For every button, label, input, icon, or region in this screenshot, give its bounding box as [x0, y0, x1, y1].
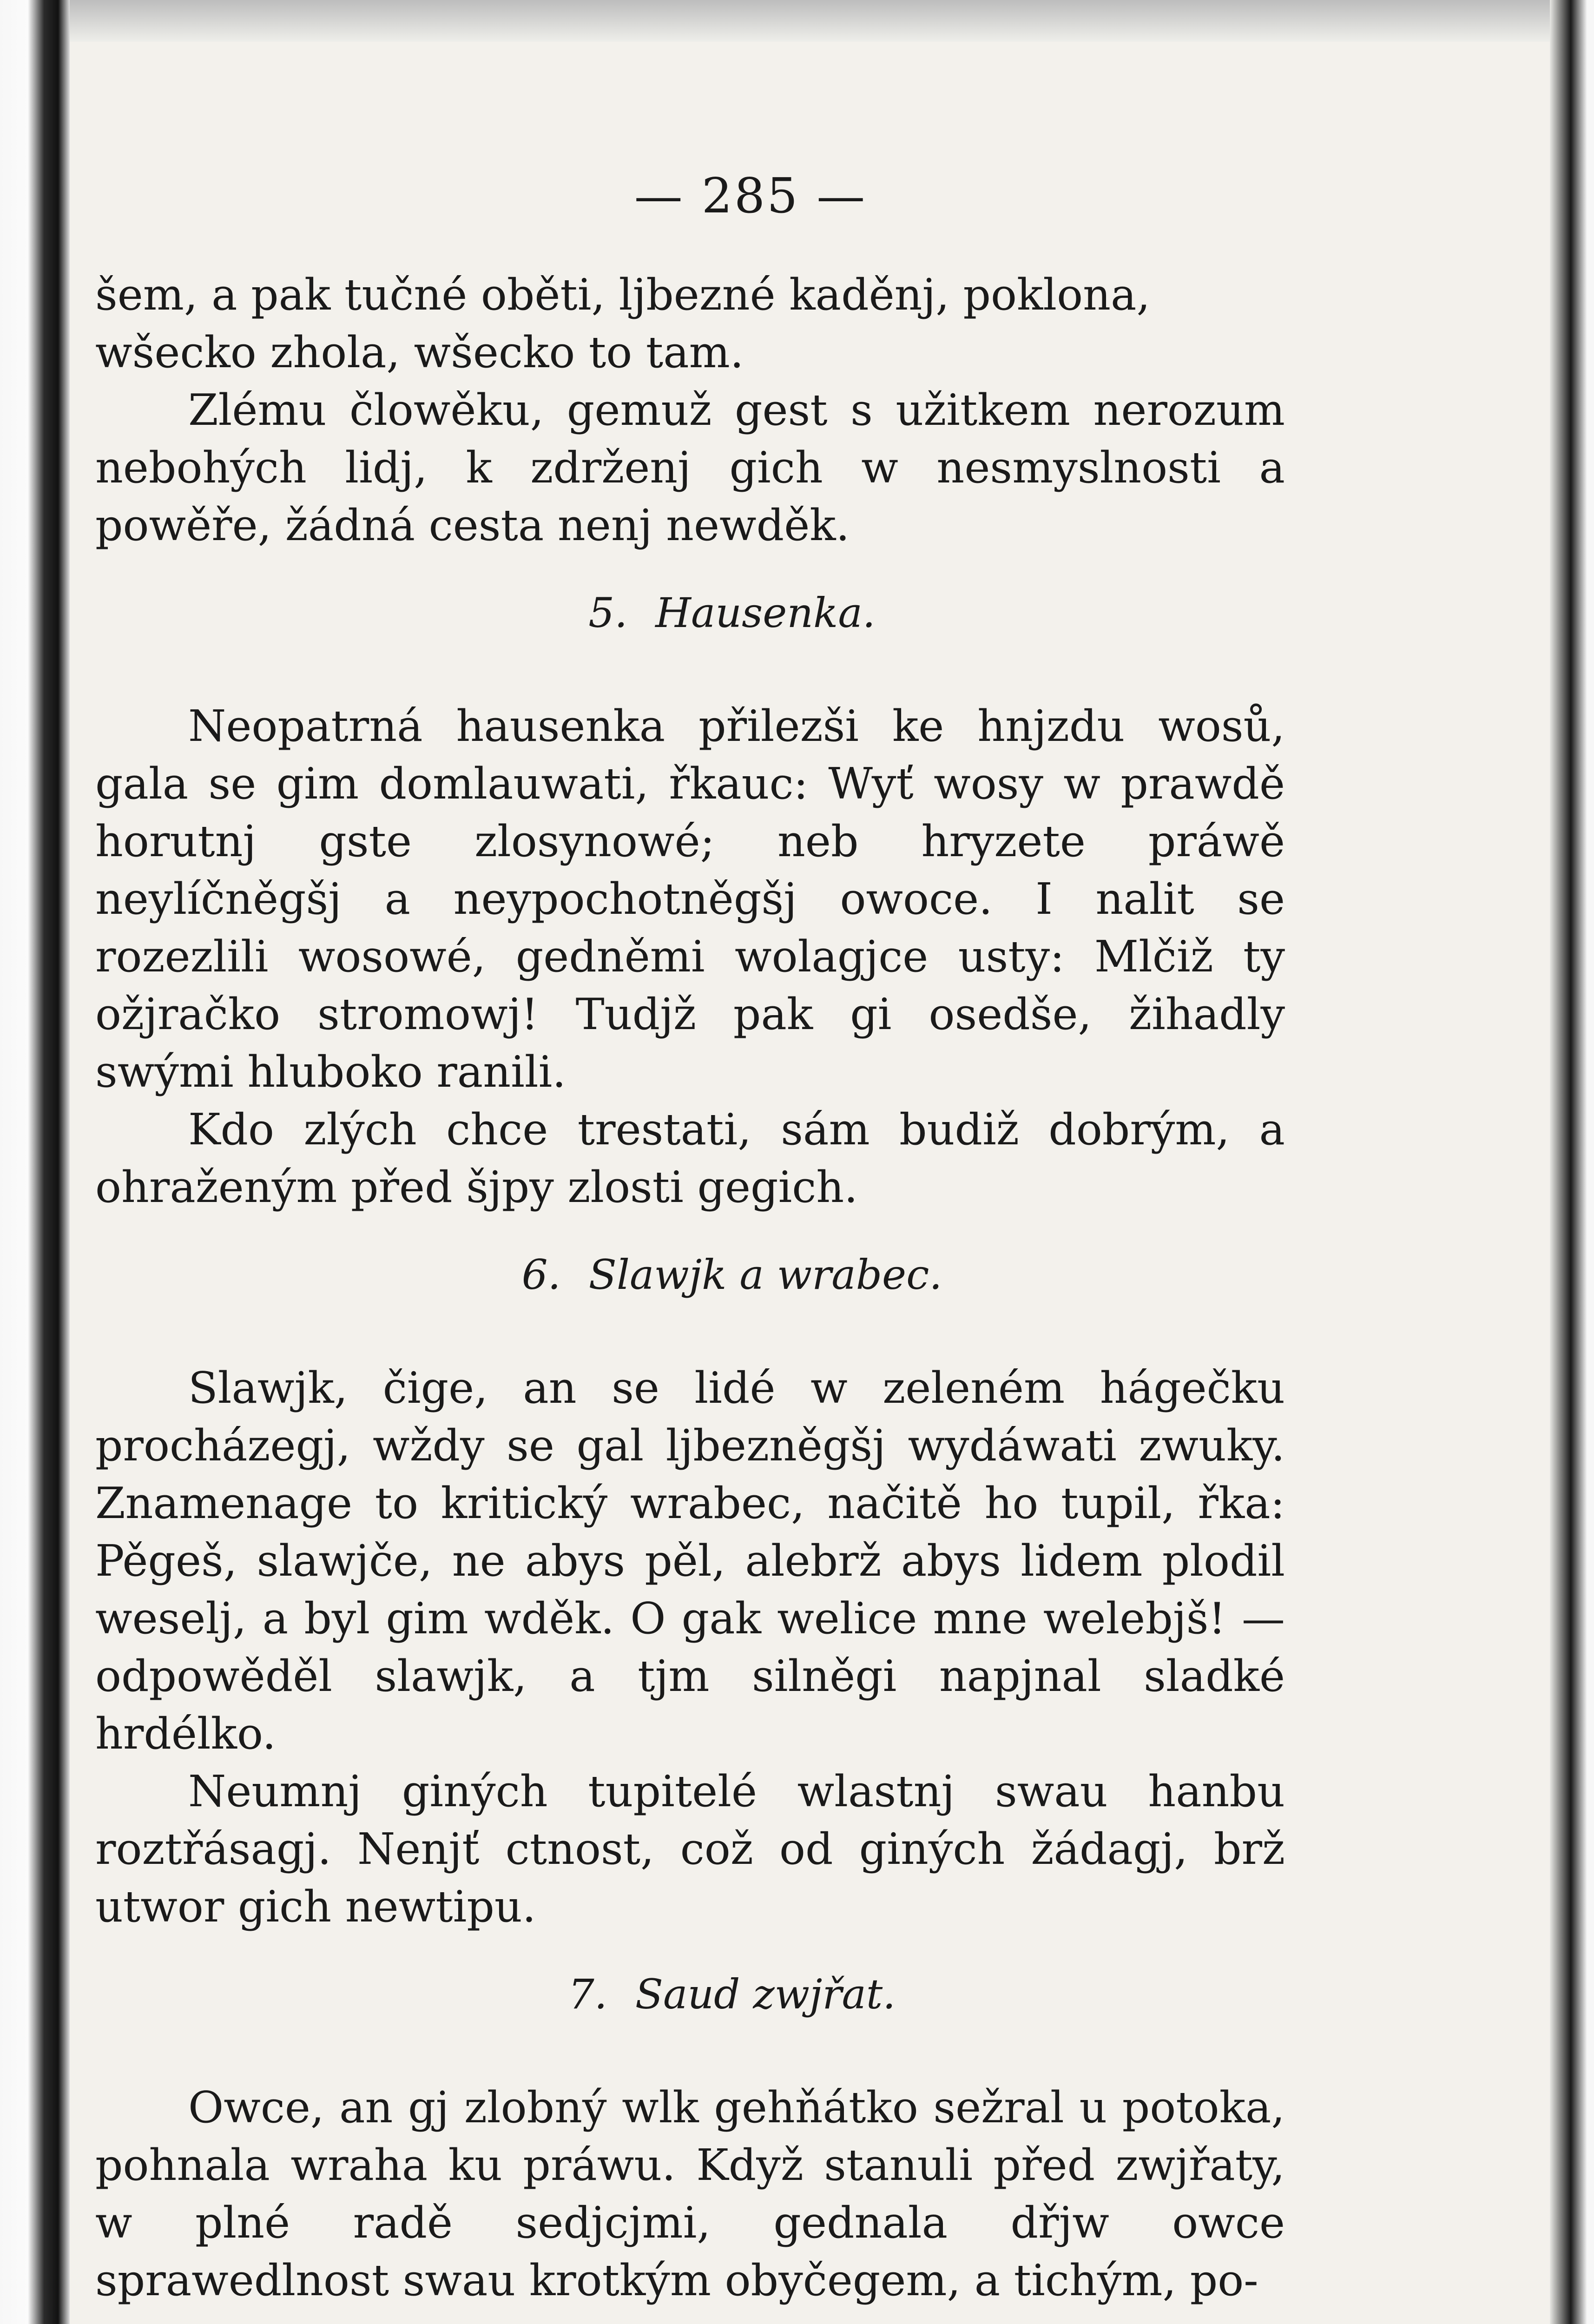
fable-7 [95, 1970, 1285, 2309]
fable-title: Hausenka. [655, 589, 876, 637]
fable-number: 7. [568, 1970, 607, 2018]
intro-moral: Zlému člowěku, gemuž gest s užitkem nerozum nebohých lidj, k zdrženj gich w nesmyslnosti a powěře, žádná cesta nenj newděk. [95, 385, 1285, 550]
fable-5 [95, 589, 1285, 1216]
fable-6 [95, 1251, 1285, 1935]
fable-heading [95, 1970, 1285, 2018]
fable-body: Slawjk, čige, an se lidé w zeleném hágečku procházegj, wždy se gal ljbezněgšj wydáwati zwuky. Znamenage to kritický wrabec, načitě ho tupil, řka: Pěgeš, slawjče, ne abys pěl, alebrž abys lidem plodil weselj, a byl gim wděk. O gak welice mne welebjš! — odpowěděl slawjk, a tjm silněgi napjnal sladké hrdélko. [95, 1363, 1285, 1759]
fable-body: Owce, an gj zlobný wlk gehňátko sežral u potoka, pohnala wraha ku práwu. Když stanuli před zwjřaty, w plné radě sedjcjmi, gednala dřjw owce sprawedlnost swau krotkým obyčegem, a tichým, po- [95, 2082, 1285, 2305]
fable-moral: Neumnj giných tupitelé wlastnj swau hanbu roztřásagj. Nenjť ctnost, což od giných žádagj, brž utwor gich newtipu. [95, 1766, 1285, 1932]
book-page [95, 167, 1285, 2309]
fable-number: 5. [588, 589, 628, 637]
intro-section [95, 266, 1285, 554]
fable-heading [95, 1251, 1285, 1299]
fable-title: Slawjk a wrabec. [588, 1251, 942, 1299]
top-page-shadow [70, 0, 1594, 42]
fable-heading [95, 589, 1285, 637]
fable-number: 6. [521, 1251, 561, 1299]
right-page-edge [1550, 0, 1594, 2324]
book-spine-shadow [0, 0, 70, 2324]
page-number: — 285 — [634, 167, 867, 224]
fable-title: Saud zwjřat. [635, 1970, 896, 2018]
intro-line: šem, a pak tučné oběti, ljbezné kaděnj, poklona, [95, 270, 1151, 320]
fable-body: Neopatrná hausenka přilezši ke hnjzdu wosů, gala se gim domlauwati, řkauc: Wyť wosy w prawdě horutnj gste zlosynowé; neb hryzete práwě neylíčněgšj a neypochotněgšj owoce. I nalit se rozezlili wosowé, gedněmi wolagjce usty: Mlčiž ty ožjračko stromowj! Tudjž pak gi osedše, žihadly swými hluboko ranili. [95, 701, 1285, 1097]
fable-moral: Kdo zlých chce trestati, sám budiž dobrým, a ohraženým před šjpy zlosti gegich. [95, 1104, 1285, 1212]
intro-line: wšecko zhola, wšecko to tam. [95, 327, 744, 377]
